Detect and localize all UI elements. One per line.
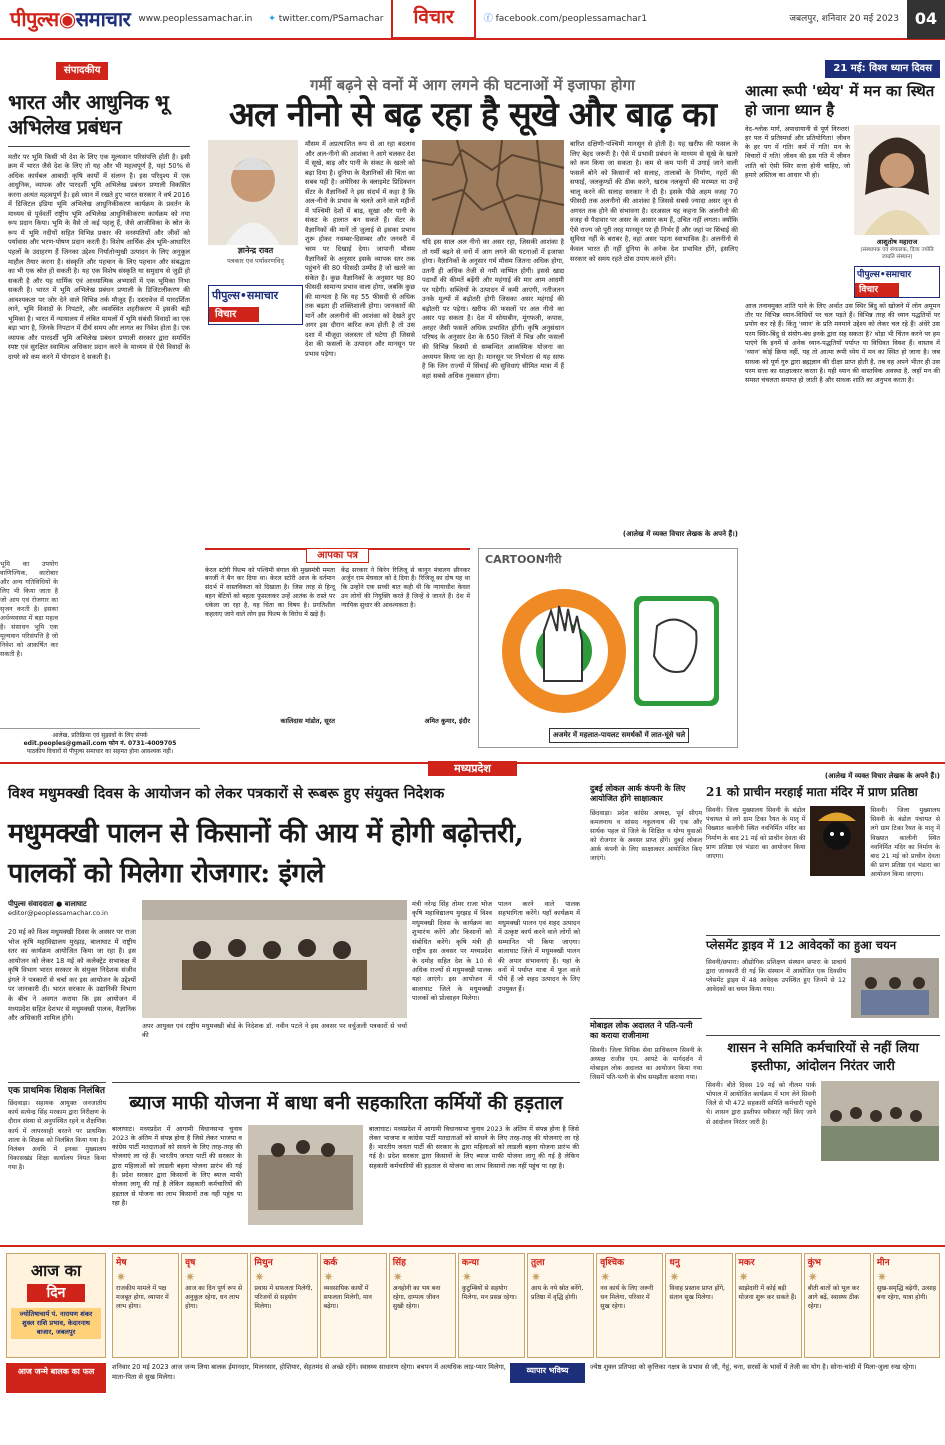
meditation-footnote: (आलेख में व्यक्त विचार लेखक के अपने हैं।) <box>824 771 940 780</box>
horoscope-sign-text: सुख-समृद्धि बढ़ेगी, उत्साह बना रहेगा, यात्रा होगी। <box>876 1285 937 1302</box>
brand-box-logo: पीपुल्स•समाचार <box>212 289 279 302</box>
shasan-headline: शासन ने समिति कर्मचारियों से नहीं लिया इस्तीफा, आंदोलन निरंतर जारी <box>727 1041 919 1074</box>
loan-headline: ब्याज माफी योजना में बाधा बनी सहकारिता कर्मियों की हड़ताल <box>129 1092 563 1114</box>
page-number: 04 <box>907 0 945 39</box>
guru-portrait-icon <box>854 125 940 235</box>
bee-kicker: विश्व मधुमक्खी दिवस के आयोजन को लेकर पत्रकारों से रूबरू हुए संयुक्त निदेशक <box>8 785 445 802</box>
bee-col2: मंत्री नरेन्द्र सिंह तोमर राजा भोज कृषि महाविद्यालय मुरझड़ में विश्व मधुमक्खी दिवस के कार्यक्रम का शुभारंभ करेंगे और किसानों को संबोधित करेंगे। कृषि मंत्री ही राष्ट्रीय इस अवसर पर मध्यप्रदेश के दमोह सहित देश के 10 से अधिक राज्यों से मधुमक्खी पालक यहां आएंगे। इस आयोजन में बालाघाट जिले के मधुमक्खी पालकों को प्रोत्साहन मिलेगा। <box>412 900 492 1003</box>
horoscope-card <box>596 1253 663 1358</box>
zodiac-icon: ✷ <box>531 1270 542 1285</box>
bee-photo-caption: अपर आयुक्त एवं राष्ट्रीय मधुमक्खी बोर्ड के निदेशक डॉ. नवीन पटले ने इस अवसर पर वर्चुअली पत्रकारों से चर्चा की <box>142 1022 407 1040</box>
temple-body: सिवनी। जिला मुख्यालय सिवनी के बंडोल पंचायत से लगे ग्राम टिका रैयत के मातृ में विख्यात कालीनी स्थित नवनिर्मित मंदिर का निर्माण के बाद 21 मई को प्राचीन देवता की प्राण प्रतिष्ठा एवं भंडारा का आयोजन किया जाएगा। <box>706 807 806 860</box>
horoscope-sign-name: मिथुन <box>254 1258 273 1268</box>
brand-right-section: विचार <box>855 283 899 297</box>
horoscope-sign-text: बीती बातों को भूल कर आगे बढ़ें, स्वास्थ्य ठीक रहेगा। <box>807 1285 860 1310</box>
zodiac-icon: ✷ <box>876 1270 887 1285</box>
placement-photo-icon <box>851 958 939 1018</box>
horoscope-sign-name: वृश्चिक <box>600 1258 624 1268</box>
facebook-link[interactable] <box>476 13 655 25</box>
letter1-author: कालिदास मांडोत, सूरत <box>280 716 335 725</box>
bee-byline: पीपुल्स संवाददाता ● बालाघाट <box>8 900 87 908</box>
horoscope-signs <box>112 1253 940 1358</box>
horoscope-sign-name: सिंह <box>392 1258 406 1268</box>
horoscope-sign-name: कुंभ <box>807 1258 821 1268</box>
brand-box-right <box>854 266 940 298</box>
horoscope-card <box>112 1253 179 1358</box>
author-photo <box>208 140 298 245</box>
zodiac-icon: ✷ <box>461 1270 472 1285</box>
dubai-body: छिंदवाड़ा। प्रदेश कांग्रेस अध्यक्ष, पूर्व सीएम कमलनाथ व सांसद नकुलनाथ की एक और सार्थक पहल से जिले के शिक्षित व योग्य युवाओं को रोजगार के अवसर प्राप्त होंगे। दुबई लोकल आर्क कंपनी के लिए साक्षात्कार आयोजित किए जाएंगे। <box>590 809 702 863</box>
horoscope-sign-name: मेष <box>116 1258 127 1268</box>
news-placement <box>706 935 940 1030</box>
letters-title: आपका पत्र <box>306 548 369 563</box>
horoscope-header <box>6 1253 106 1358</box>
bee-email[interactable]: editor@peoplessamachar.co.in <box>8 909 108 918</box>
teacher-body: छिंदवाड़ा। सहायक आयुक्त जनजातीय कार्य सत्येन्द्र सिंह मरकाम द्वारा निरीक्षण के दौरान संस्था से अनुपस्थित रहने व शैक्षणिक कार्य में लापरवाही बरतने पर प्राथमिक शाला के शिक्षक को निलंबित किया गया है। निलंबन अवधि में इनका मुख्यालय विकासखंड शिक्षा कार्यालय नियत किया गया है। <box>8 1100 106 1172</box>
contact-email[interactable]: edit.peoples@gmail.com फोन नं. 0731-4009705 <box>23 740 177 748</box>
zodiac-icon: ✷ <box>116 1270 127 1285</box>
zodiac-icon: ✷ <box>392 1270 403 1285</box>
horoscope-sign-name: तुला <box>531 1258 545 1268</box>
loan-body: बालाघाट। मध्यप्रदेश में आगामी विधानसभा चुनाव 2023 के अंतिम में संपन्न होना है जिसे लेकर भाजपा व कांग्रेस पार्टी मतदाताओं को साधने के लिए तरह-तरह की योजनाएं ला रहे हैं। भारतीय जनता पार्टी की सरकार के द्वारा महिलाओं को लाडली बहना योजना प्रारंभ की गई है। प्रदेश सरकार द्वारा किसानों के लिए ब्याज माफी योजना लागू की गई है लेकिन सहकारी कर्मचारियों की हड़ताल से योजना का लाभ किसानों तक नहीं पहुंच पा रहा है। <box>112 1124 242 1207</box>
brand-box-section: विचार <box>209 307 259 323</box>
meditation-article <box>745 60 940 780</box>
main-col3: बारिश दक्षिणी-पश्चिमी मानसून से होती है। यह खरीफ की फसल के लिए बेहद जरूरी है। ऐसे में प्रभावी प्रबंधन के माध्यम से सूखे के खतरे को कम किया जा सकता है। कम से कम पानी में उगाई जाने वाली फसलें बोने को किसानों को सलाह, तालाबों के निर्माण, नहरों की सफाई, जलकुण्डों की ठीक करने, खराब नलकूपों की मरम्मत या उन्हें चालू करने की सलाह सरकार ने दी है। इसके पीछे अहम वजह 70 फीसदी तक अलनीनो की आशंका है जिससे सबसे ज्यादा असर जून से अगस्त तक होने की संभावना है। दरअसल यह कहना कि अलनीनो की वजह से पैदावार पर असर के आसार कम हैं, उचित नहीं लगता। क्योंकि ऐसे राज्य जो पूरी तरह मानसून पर ही निर्भर हैं और जहां पर सिंचाई की सुविधा नहीं के बराबर है, वहां असर पड़ना स्वाभाविक है। अलनीनो से केवल भारत ही नहीं दुनिया के अनेक देश प्रभावित होंगे, इसलिए सरकार को समय रहते ठोस उपाय करने होंगे। <box>570 140 738 263</box>
protest-photo-icon <box>248 1125 363 1225</box>
horoscope-sign-text: प्रवास में सफलता मिलेगी, परिजनों से सहयोग मिलेगा। <box>254 1285 313 1310</box>
zodiac-icon: ✷ <box>807 1270 818 1285</box>
horoscope-card <box>250 1253 317 1358</box>
shasan-body: सिवनी। बीते दिवस 19 मई को नीलम पार्क भोपाल में आयोजित कार्यक्रम में भाग लेने सिवनी जिले से भी 472 सहकारी समिति कर्मचारी पहुंचे थे। शासन द्वारा इस्तीफा स्वीकार नहीं किए जाने से आंदोलन निरंतर जारी है। <box>706 1082 816 1126</box>
deity-photo-icon <box>810 806 865 876</box>
news-lokadalat <box>590 1018 702 1243</box>
bee-photo <box>142 900 407 1018</box>
page-header <box>0 0 945 40</box>
author-role: पत्रकार एवं पर्यावरणविद् <box>227 256 284 265</box>
main-headline: अल नीनो से बढ़ रहा है सूखे और बाढ़ का <box>228 95 717 136</box>
horoscope-sign-name: मीन <box>876 1258 890 1268</box>
letters-box <box>205 548 470 748</box>
brand-right-logo: पीपुल्स•समाचार <box>857 269 912 280</box>
horoscope-card <box>458 1253 525 1358</box>
editorial-title: भारत और आधुनिक भू अभिलेख प्रबंधन <box>8 89 169 139</box>
birthday-text: शनिवार 20 मई 2023 आज जन्म लिया बालक ईमानदार, मिलनसार, होशियार, सेहतमंद से अच्छे रहेंगे। स्वास्थ्य साधारण रहेगा। बचपन में अत्यधिक लाड़-प्यार मिलेगा, माता-पिता से सुख मिलेगा। <box>112 1363 506 1381</box>
letter1-body: केरल स्टोरी फिल्म को पश्चिमी बंगाल की मुख्यमंत्री ममता बनर्जी ने बैन कर दिया था। केरल स्टोरी आज के वर्तमान संदर्भ में वास्तविकता को दिखाता है। जिस तरह से हिन्दू बहन बेटियों को बहला फुसलाकर उन्हें आतंक के रास्ते पर धकेला जा रहा है, वह चिंता का विषय है। प्रगतिशील कहलाए जाने वाले लोग इस फिल्म के विरोध में खड़े हैं। <box>205 566 335 619</box>
website-link[interactable]: www.peoplessamachar.in <box>138 13 253 24</box>
zodiac-icon: ✷ <box>600 1270 611 1285</box>
horoscope-card <box>873 1253 940 1358</box>
zodiac-icon: ✷ <box>185 1270 196 1285</box>
author-portrait-icon <box>208 140 298 245</box>
zodiac-icon: ✷ <box>323 1270 334 1285</box>
horoscope-sign-text: साझेदारी में कोई बड़ी योजना शुरू कर सकते हैं। <box>738 1285 797 1302</box>
main-footnote: (आलेख में व्यक्त विचार लेखक के अपने हैं।) <box>622 530 738 538</box>
horoscope-card <box>181 1253 248 1358</box>
horoscope-sign-name: कर्क <box>323 1258 338 1268</box>
brand-box-left <box>208 285 303 325</box>
contact-title: आलेख, प्रतिक्रिया एवं सुझावों के लिए संपर्क <box>52 732 148 739</box>
horoscope-sign-text: राजकीय मामले में पक्ष मजबूत होगा, व्यापार में लाभ होगा। <box>116 1285 169 1310</box>
meditation-body: आज तनावमुक्त शांति पाने के लिए अर्थात उस स्थिर बिंदु को खोजने में लोग अमूमन तौर पर विभिन्न ध्यान-विधियों पर चल पड़ते हैं। विभिन्न तरह की ध्यान पद्धतियों पर प्रयोग कर रहे हैं। किंतु 'ध्यान' के प्रति मनमाने उद्देश्य को लेकर चल रहे हैं! अंधेरे उस परम स्थिर-बिंदु से संयोग-बंध इनके द्वारा सह सकता है? थोड़ा भी चिंतन करने पर हम पाएंगे कि इनमें से अनेक ध्यान-पद्धतियाँ पर्याप्त या विधिवत विवश हैं। वास्तव में 'ध्यान' कोई क्रिया नहीं, यह तो आत्मा रूपी ध्येय में मन का स्थित हो जाना है। जब साधक को पूर्ण गुरु द्वारा ब्रह्मज्ञान की दीक्षा प्राप्त होती है, तब वह अपने भीतर ही उस परम सत्ता का साक्षात्कार करता है। यही ध्यान की वास्तविक अवस्था है, जहाँ मन की समस्त चंचलता समाप्त हो जाती है और साधक शांति का अनुभव करता है। <box>745 301 940 385</box>
bee-col1 <box>8 900 136 1085</box>
horo-jyotish: ज्योतिषाचार्य पं. नारायण शंकर शुक्ल राशि प्रभाव, केदारनाथ बाजार, जबलपुर <box>11 1308 101 1338</box>
brand-left-text: पीपुल्स <box>212 289 240 302</box>
twitter-text: twitter.com/PSamachar <box>278 13 384 24</box>
editorial-tag: संपादकीय <box>56 62 108 80</box>
news-dubai <box>590 784 702 1014</box>
placement-headline: प्लेसमेंट ड्राइव में 12 आवेदकों का हुआ चयन <box>706 938 897 952</box>
zodiac-icon: ✷ <box>254 1270 265 1285</box>
horoscope-card <box>804 1253 871 1358</box>
cartoon-illustration-icon <box>479 571 737 741</box>
dubai-headline: दुबई लोकल आर्क कंपनी के लिए आयोजित होंगे साक्षात्कार <box>590 784 686 804</box>
horoscope-card <box>735 1253 802 1358</box>
brand-right-text: समाचार <box>246 289 279 302</box>
lokadalat-headline: मोबाइल लोक अदालत ने पति-पत्नी का कराया राजीनामा <box>590 1021 693 1041</box>
main-kicker: गर्मी बढ़ने से वनों में आग लगने की घटनाओं में इजाफा होगा <box>310 76 635 94</box>
horoscope-sign-text: अनहोनी का भय बना रहेगा, दाम्पत्य जीवन सुखी रहेगा। <box>392 1285 441 1310</box>
teacher-article <box>8 1082 106 1242</box>
temple-body-cont: सिवनी। जिला मुख्यालय सिवनी के बंडोल पंचायत से लगे ग्राम टिका रैयत के मातृ में विख्यात कालीनी स्थित नवनिर्मित मंदिर का निर्माण के बाद 21 मई को प्राचीन देवता की प्राण प्रतिष्ठा एवं भंडारा का आयोजन किया जाएगा। <box>870 807 940 879</box>
horoscope-card <box>527 1253 594 1358</box>
horoscope-sign-text: विवाह प्रस्ताव प्राप्त होंगे, संतान सुख मिलेगा। <box>669 1285 726 1302</box>
horoscope-card <box>320 1253 387 1358</box>
meeting-photo-icon <box>142 900 407 1018</box>
facebook-text: facebook.com/peoplessamachar1 <box>495 13 648 24</box>
author-info <box>208 246 303 276</box>
logo-left: पीपुल्स <box>10 6 59 31</box>
horoscope-sign-text: नव कार्य के लिए जरूरी धन मिलेगा, परिवार में सुख रहेगा। <box>600 1285 654 1310</box>
lokadalat-body: सिवनी। जिला विधिक सेवा प्राधिकरण सिवनी के अध्यक्ष राजीव एम. आपटे के मार्गदर्शन में मोबाइल लोक अदालत का आयोजन किया गया जिसमें पति-पत्नी के बीच समझौता कराया गया। <box>590 1046 702 1082</box>
horoscope-section <box>0 1245 945 1445</box>
teacher-headline: एक प्राथमिक शिक्षक निलंबित <box>8 1086 105 1096</box>
horoscope-sign-name: मकर <box>738 1258 755 1268</box>
horo-tag2: दिन <box>27 1284 85 1303</box>
brand-r-left: पीपुल्स <box>857 269 880 280</box>
market-text: ज्येष्ठ शुक्ल प्रतिपदा को कृत्तिका नक्षत्र के प्रभाव से जौ, गेहूं, चना, सरसों के भावों में तेजी का योग है। सोना-चांदी में मिला-जुला रुख रहेगा। <box>590 1363 917 1371</box>
horoscope-sign-name: वृष <box>185 1258 196 1268</box>
drought-photo <box>422 140 564 235</box>
main-col1: मौसम में अप्रत्याशित रूप से आ रहा बदलाव और अल-नीनो की आशंका ने आगे चलकर देश में सूखे, बाढ़ और पानी के संकट के खतरे को बढ़ा दिया है। दुनिया के वैज्ञानिकों की चिंता का सबब यही है। अमेरिका के क्लाइमेट प्रिडिक्शन सेंटर के वैज्ञानिकों ने इस संदर्भ में कहा है कि अल-नीनो के प्रभाव के चलते आने वाले महीनों में पश्चिमी देशों में बाढ़, सूखा और पानी के संकट के हालात बन सकते हैं। सेंटर के वैज्ञानिकों की मानें तो जुलाई से इसका प्रभाव शुरू होकर नवम्बर-दिसम्बर और जनवरी में चरम पर दिखाई देगा। जापानी मौसम वैज्ञानिकों के अनुसार इसके व्यापक स्तर तक पहुंचने की 80 फीसदी उम्मीद है जो खतरे का संकेत है। कुछ वैज्ञानिकों के अनुसार यह 80 फीसदी सामान्य प्रभाव वाला होगा, जबकि कुछ की मान्यता है कि यह 55 फीसदी से अधिक तक बढ़ता ही शक्तिशाली होगा। जानकारों की मानें और अलनीनो की आशंका को देखते हुए अगर इस दौरान बारिश कम होती है तो उस दशा में मौजूदा जलस्तर तो घटेगा ही जिससे देश की फसलों के उत्पादन और मानसून पर प्रभाव पड़ेगा। <box>305 140 416 359</box>
horo-tag1: आज का <box>30 1261 82 1280</box>
meditation-intro: वेद-श्लोक मार्ग, अपाधायानी से पूर्ण निरन्तर! हर पल में प्रतिस्पर्धा और प्रतियोगिता! जीवन के हर पग में गति! कर्म में गति! मन के विचारों में गति! जीवन की इस गति में जीवन शांति को ऐसी स्थिर सत्ता होनी चाहिए, जो हमारे अस्तित्व का आधार भी हो। <box>745 124 850 179</box>
horoscope-sign-text: आय के नये स्रोत बनेंगे, प्रतिष्ठा में वृद्धि होगी। <box>531 1285 584 1302</box>
horoscope-sign-text: आज का दिन पूर्ण रूप से अनुकूल रहेगा, धन लाभ होगा। <box>185 1285 243 1310</box>
editorial-pullquote: भूमि का उपयोग वाणिज्यिक, कारोबार और अन्य गतिविधियों के लिए भी किया जाता है जो आय एवं रोजगार का सृजन करती है। इसका अर्थव्यवस्था में बड़ा महत्व है। संसाधन भूमि एक मूल्यवान परिसंपत्ति है जो निवेश को आकर्षित कर सकती है। <box>0 560 58 658</box>
main-col2: यदि इस साल अल नीनो का असर रहा, जिसकी आशंका है तो गर्मी बढ़ने से वनों में आग लगने की घटनाओं में इजाफा होगा। वैज्ञानिकों के अनुसार गर्म मौसम जितना अधिक होगा, उतनी ही अधिक तेजी से नमी वाष्पित होगी। इससे खाद्य पदार्थों की कीमतें बढ़ेंगी और महंगाई की मार आम आदमी पर पड़ेगी। सब्जियों के उत्पादन में कमी आएगी, नतीजतन उनके मूल्यों में बढ़ोतरी होगी जिसका असर महंगाई की बढ़ोतरी पर पड़ेगा। खरीफ की फसलों पर अल नीनो का असर पड़ सकता है। देश में सोयाबीन, मूंगफली, कपास, अरहर जैसी फसलें अधिक प्रभावित होंगी। कृषि अनुसंधान परिषद के अनुसार देश के 650 जिलों में भिन्न और फसलों की विभिन्न किस्मों से सम्बन्धित आकस्मिक योजना का अध्ययन किया जा रहा है। मानसून पर निर्भरता से यह साफ है कि जिन राज्यों में सिंचाई की सुविधाएं सीमित मात्रा में हैं वहां सबसे अधिक नुकसान होगा। <box>422 238 564 380</box>
letter2-body: केंद्र सरकार ने किरेन रिजिजू से कानून मंत्रालय छीनकर अर्जुन राम मेघवाल को दे दिया है। रिजिजू का दोष यह था कि उन्होंने एक सच्ची बात कही थी कि न्यायाधीश केवल उन लोगों की नियुक्ति करते हैं जिन्हें वे जानते हैं। देश में न्यायिक सुधार की आवश्यकता है। <box>341 566 470 610</box>
cracked-earth-icon <box>422 140 564 235</box>
zodiac-icon: ✷ <box>669 1270 680 1285</box>
zodiac-icon: ✷ <box>738 1270 749 1285</box>
horoscope-sign-text: कुटुम्बियों से सहयोग मिलेगा, मन प्रसन्न रहेगा। <box>461 1285 517 1302</box>
horoscope-card <box>665 1253 732 1358</box>
cartoon-box <box>478 548 738 748</box>
facebook-icon: ⓕ <box>483 13 496 24</box>
meditation-author: आशुतोष महाराज <box>876 237 918 246</box>
horoscope-sign-text: व्यवसायिक कार्यों में सफलता मिलेगी, मान बढ़ेगा। <box>323 1285 372 1310</box>
horoscope-sign-name: कन्या <box>461 1258 479 1268</box>
temple-headline: 21 को प्राचीन मरहाई माता मंदिर में प्राण प्रतिष्ठा <box>706 785 918 799</box>
crowd-photo-icon <box>821 1081 939 1161</box>
loan-body-cont: बालाघाट। मध्यप्रदेश में आगामी विधानसभा चुनाव 2023 के अंतिम में संपन्न होना है जिसे लेकर भाजपा व कांग्रेस पार्टी मतदाताओं को साधने के लिए तरह-तरह की योजनाएं ला रहे हैं। भारतीय जनता पार्टी की सरकार के द्वारा महिलाओं को लाडली बहना योजना प्रारंभ की गई है। प्रदेश सरकार द्वारा किसानों के लिए ब्याज माफी योजना लागू की गई है लेकिन सहकारी कर्मचारियों की हड़ताल से योजना का लाभ किसानों तक नहीं पहुंच पा रहा है। <box>369 1124 579 1170</box>
logo-right: समाचार <box>75 6 131 31</box>
loan-article <box>112 1082 580 1242</box>
meditation-author-role: (संस्थापक एवं संचालक, दिव्य ज्योति जाग्रति संस्थान) <box>860 246 934 261</box>
brand-r-right: समाचार <box>885 269 912 280</box>
horoscope-sign-name: धनु <box>669 1258 680 1268</box>
bee-body: 20 मई को विश्व मधुमक्खी दिवस के अवसर पर राजा भोज कृषि महाविद्यालय मुरझड़, बालाघाट में राष्ट्रीय स्तर का कार्यक्रम आयोजित किया जा रहा है। इस आयोजन को लेकर 18 मई को कलेक्ट्रेट सभाकक्ष में कृषि विभाग भारत सरकार के संयुक्त निदेशक संजीव इंगले ने पत्रकारों से चर्चा कर इस आयोजन के उद्देश्यों पर जानकारी दी। भारत सरकार के उद्यानिकी विभाग के बीच ने अवगत कराया कि इस आयोजन में मध्यप्रदेश सहित देशभर से मधुमक्खी पालक, वैज्ञानिक और अधिकारी शामिल होंगे। <box>8 928 136 1023</box>
meditation-title: आत्मा रूपी 'ध्येय' में मन का स्थित हो जाना ध्यान है <box>745 81 935 119</box>
letter2-author: अमित कुमार, इंदौर <box>424 716 470 725</box>
twitter-link[interactable] <box>260 13 391 25</box>
horoscope-card <box>389 1253 456 1358</box>
dateline: जबलपुर, शनिवार 20 मई 2023 <box>789 13 899 24</box>
birthday-tag: आज जन्मे बालक का फल <box>6 1363 106 1393</box>
masthead-logo[interactable]: पीपुल्स◉समाचार <box>10 6 131 31</box>
section-title: विचार <box>391 0 475 39</box>
placement-body: सिवनी/छपारा। औद्योगिक प्रशिक्षण संस्थान छपारा के प्राचार्य द्वारा जानकारी दी गई कि संस्थान में आयोजित एक दिवसीय प्लेसमेंट ड्राइव में 48 आवेदक उपस्थित हुए जिनमें से 12 आवेदकों का चयन किया गया। <box>706 958 846 993</box>
news-temple <box>706 784 940 934</box>
cartoon-caption: अजमेर में महलात-पायलट समर्थकों में लात-घूंसे चले <box>549 728 689 743</box>
meditation-tag: 21 मई: विश्व ध्यान दिवस <box>825 60 940 78</box>
news-shasan <box>706 1035 940 1243</box>
contact-note: पाठकीय विचारों से पीपुल्स समाचार का सहमत होना आवश्यक नहीं। <box>26 748 174 756</box>
section-banner-label: मध्यप्रदेश <box>428 761 517 776</box>
bee-headline: मधुमक्खी पालन से किसानों की आय में होगी बढ़ोत्तरी, पालकों को मिलेगा रोजगार: इंगले <box>8 817 524 890</box>
author-name: ज्ञानेन्द्र रावत <box>237 246 274 255</box>
section-banner <box>0 762 945 780</box>
twitter-icon: ✦ <box>268 13 279 24</box>
market-tag: व्यापार भविष्य <box>510 1363 585 1383</box>
cartoon-title: CARTOONगीरी <box>485 553 562 566</box>
bee-col3: पालन करने वाले पालक सहभागिता करेंगे। यहाँ कार्यक्रम में मधुमक्खी पालन एवं शहद उत्पादन में उत्कृष्ट कार्य करने वाले लोगों को सम्मानित भी किया जाएगा। बालाघाट जिले में मधुमक्खी पालन की अपार संभावनाएं हैं। यहां के वनों में पर्याप्त मात्रा में फूल वाले पौधे हैं जो शहद उत्पादन के लिए उपयुक्त हैं। <box>498 900 580 993</box>
editorial-body: मतौर पर भूमि किसी भी देश के लिए एक मूल्यवान परिसंपत्ति होती है। इसी क्रम में भारत जैसे देश के लिए तो यह और भी महत्वपूर्ण है, यहां 50% से अधिक कार्यबल आबादी कृषि कार्यों में संलग्न है। इस परिदृश्य में एक आधुनिक, व्यापक और पारदर्शी भूमि अभिलेख प्रबंधन प्रणाली विकसित करना अत्यंत महत्वपूर्ण है। इसे ध्यान में रखते हुए भारत सरकार ने वर्ष 2016 में डिजिटल इंडिया भूमि अभिलेख आधुनिकीकरण कार्यक्रम के प्रवर्तन के माध्यम से पूर्ववर्ती राष्ट्रीय भूमि अभिलेख आधुनिकीकरण कार्यक्रम को नया रूप प्रदान किया। भूमि के वैसे तो कई पहलू हैं, जैसे आजीविका के स्रोत के रूप में भूमि नदीयों सहित विभिन्न प्रकार की वनस्पतियों और जीवों को पर्यावास और भरण-पोषण प्रदान करती है। विशेष आर्थिक क्षेत्र भूमि-आधारित पहलों के उदाहरण हैं जिनका उद्देश्य निर्यातोन्मुखी उत्पादन के लिए अनुकूल माहौल तैयार करना है। संस्कृति और पहचान के लिए पहचान और संबद्धता का भी एक स्रोत हो सकती है। यह एक विशेष संस्कृति या समुदाय से जुड़ी हो सकती है और यह धार्मिक एवं आध्यात्मिक अभ्यासों में एक भूमिका निभा सकती है। भारत में भूमि अभिलेख प्रबंधन प्रणाली के डिजिटलीकरण की आवश्यकता पर जोर देने वाले विभिन्न तर्क मौजूद हैं। दस्तावेज में पारदर्शिता लाने, भूमि विवादों के निपटारे, और व्यवस्थित शहरीकरण में इसकी बड़ी भूमिका है। भारत में न्यायालय में लंबित मामलों में भूमि संबंधी विवादों का एक बड़ा भाग है, जिनके निपटान में दीर्घ समय और लागत का निवेश होता है। एक व्यापक और पारदर्शी भूमि अभिलेख प्रबंधन प्रणाली सरकार द्वारा समर्थित स्पष्ट एवं सुरक्षित स्वामित्व अधिकार प्रदान करने के माध्यम से ऐसे विवादों के दायरे को कम करने में योगदान दे सकती है। <box>8 152 190 361</box>
